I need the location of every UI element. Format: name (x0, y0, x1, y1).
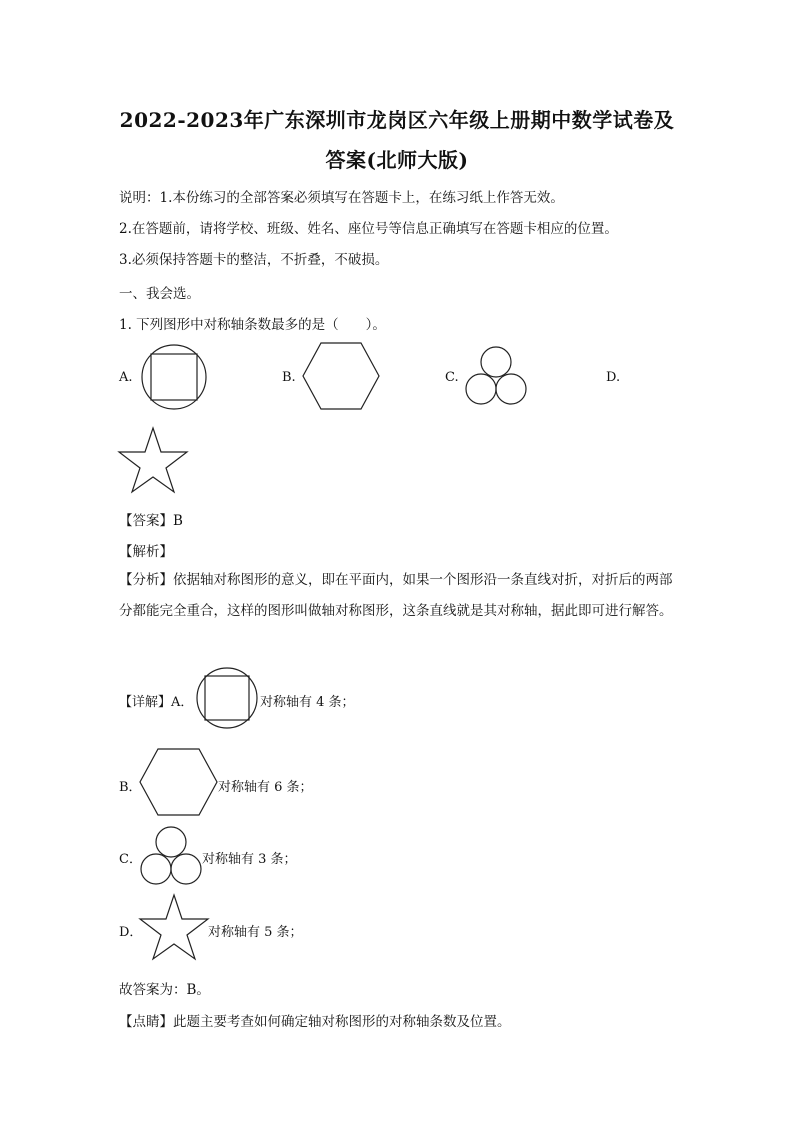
option-d-label: D. (606, 370, 621, 385)
question-1: 1. 下列图形中对称轴条数最多的是（ ）。 (119, 317, 386, 333)
instruction-2: 2.在答题前，请将学校、班级、姓名、座位号等信息正确填写在答题卡相应的位置。 (119, 221, 618, 237)
star-icon (140, 895, 208, 959)
detail-a-label: 【详解】A． (119, 695, 194, 710)
detail-b-text: 对称轴有 6 条； (218, 780, 313, 795)
detail-b-label: B． (119, 780, 142, 795)
analysis-paragraph: 【分析】依据轴对称图形的意义，即在平面内，如果一个图形沿一条直线对折，对折后的两部分都能完全重合，这样的图形叫做轴对称图形，这条直线就是其对称轴，据此即可进行解答。 (119, 572, 673, 619)
comment-line: 【点睛】此题主要考查如何确定轴对称图形的对称轴条数及位置。 (119, 1014, 511, 1030)
answer-line: 【答案】B (119, 513, 183, 529)
instruction-1: 说明：1.本份练习的全部答案必须填写在答题卡上，在练习纸上作答无效。 (119, 190, 564, 206)
square-in-circle-icon (196, 667, 260, 729)
detail-a-text: 对称轴有 4 条； (260, 695, 355, 710)
option-c-label: C. (445, 370, 459, 385)
document-title-line2: 答案(北师大版) (325, 148, 469, 172)
hexagon-icon (140, 749, 217, 815)
detail-d-label: D． (119, 925, 143, 940)
option-b-label: B. (282, 370, 296, 385)
instruction-3: 3.必须保持答题卡的整洁，不折叠，不破损。 (119, 252, 389, 268)
detail-c-label: C． (119, 852, 142, 867)
three-circles-icon (465, 346, 527, 406)
detail-d-text: 对称轴有 5 条； (208, 925, 303, 940)
detail-c-text: 对称轴有 3 条； (202, 852, 297, 867)
analysis-heading: 【解析】 (119, 544, 173, 560)
star-icon (119, 428, 187, 492)
option-a-label: A. (119, 370, 133, 385)
section-heading: 一、我会选。 (119, 286, 200, 302)
conclusion-line: 故答案为：B。 (119, 982, 210, 998)
three-circles-icon (140, 826, 202, 886)
document-title-line1: 2022-2023年广东深圳市龙岗区六年级上册期中数学试卷及 (119, 108, 675, 132)
hexagon-icon (303, 343, 379, 409)
square-in-circle-icon (141, 344, 207, 410)
